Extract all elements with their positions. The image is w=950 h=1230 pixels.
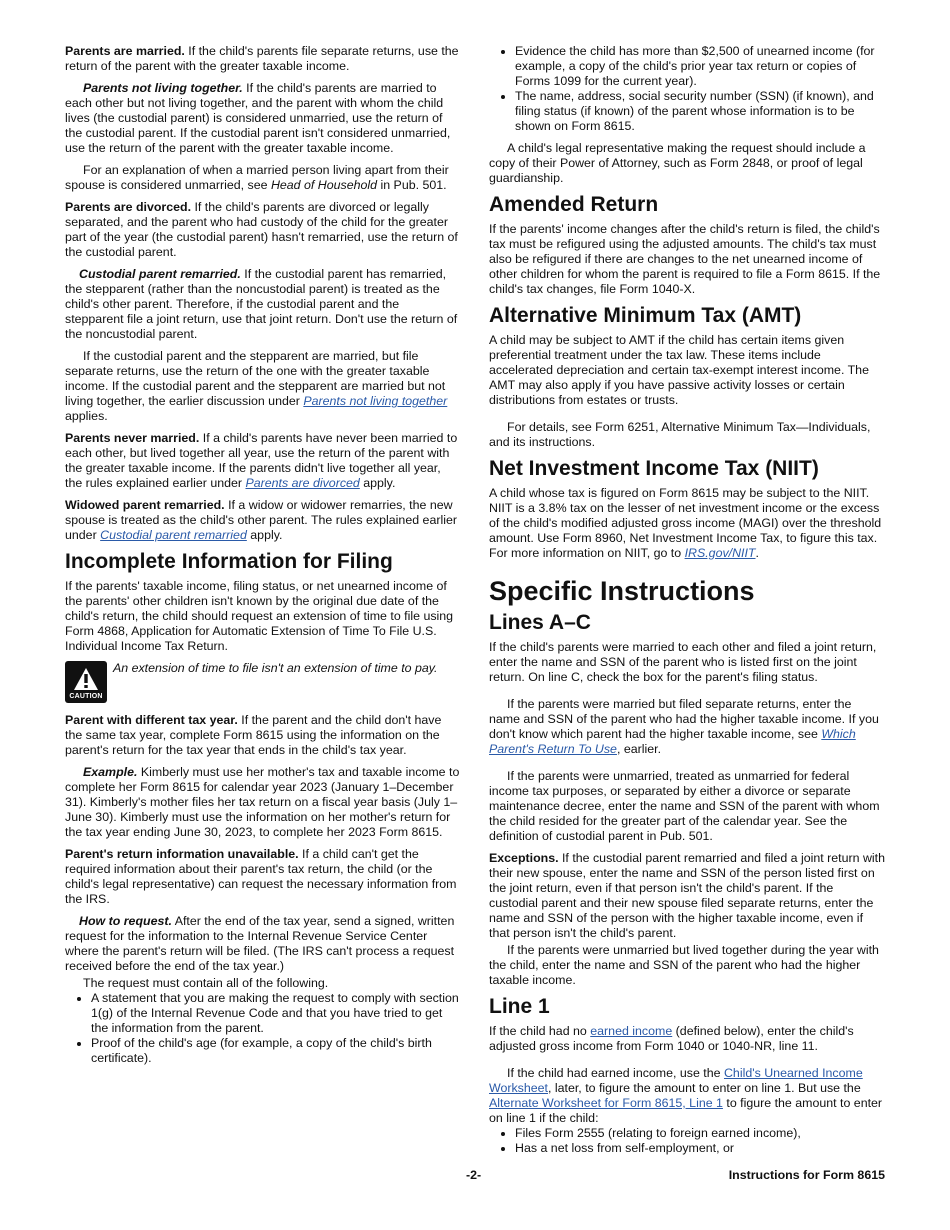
list-item: • Files Form 2555 (relating to foreign earned income), bbox=[515, 1126, 885, 1141]
heading-lines-a-c: Lines A–C bbox=[489, 611, 591, 634]
caution-label: CAUTION bbox=[69, 693, 103, 700]
caution-note bbox=[65, 661, 461, 703]
list-item: • Evidence the child has more than $2,500 of unearned income (for example, a copy of the child's prior year tax return or copies of Forms 1099 for the current year). bbox=[515, 44, 885, 89]
list-item: • The name, address, social security number (SSN) (if known), and filing status (if known) of the parent whose information is to be shown on Form 8615. bbox=[515, 89, 885, 134]
paragraph-amt-details: For details, see Form 6251, Alternative Minimum Tax—Individuals, and its instructions. bbox=[489, 420, 871, 449]
heading-amt: Alternative Minimum Tax (AMT) bbox=[489, 304, 802, 327]
paragraph-amt: A child may be subject to AMT if the child has certain items given preferential treatment under the tax law. These items include accelerated depreciation and certain tax-exempt interest income. The AMT may also apply if you have passive activity losses or certain distributions from estates or trusts. bbox=[489, 333, 869, 407]
line1-conditions-list bbox=[489, 1126, 885, 1156]
caution-text: An extension of time to file isn't an extension of time to pay. bbox=[113, 661, 438, 675]
heading-amended-return: Amended Return bbox=[489, 193, 659, 216]
paragraph-lines-ac-unmarried: If the parents were unmarried, treated as unmarried for federal income tax purposes, or separated by either a divorce or separate maintenance decree, enter the name and SSN of the parent with whom the child resided for the greater part of the calendar year. See the definition of custodial parent in Pub. 501. bbox=[489, 769, 880, 843]
paragraph-request-contents: The request must contain all of the following. bbox=[83, 976, 329, 990]
link-alternate-worksheet[interactable]: Alternate Worksheet for Form 8615, Line 1 bbox=[489, 1096, 723, 1110]
heading-incomplete-information: Incomplete Information for Filing bbox=[65, 550, 393, 573]
paragraph-different-tax-year: Parent with different tax year. If the parent and the child don't have the same tax year, complete Form 8615 using the information on the parent's return for the tax year that ends in the child's tax year. bbox=[65, 713, 442, 757]
heading-line-1: Line 1 bbox=[489, 995, 550, 1018]
list-item: • Has a net loss from self-employment, or bbox=[515, 1141, 885, 1156]
request-requirements-list bbox=[65, 991, 461, 1066]
paragraph-exceptions: Exceptions. If the custodial parent remarried and filed a joint return with their new spouse, enter the name and SSN of the person listed first on the joint return, even if that person isn't the child's parent. If the custodial parent and their new spouse filed separate returns, enter the name and SSN of the person with the higher taxable income, even if that person isn't the child's parent. bbox=[489, 851, 886, 940]
caution-icon bbox=[65, 661, 107, 703]
paragraph-line1-no-earned: If the child had no earned income (defined below), enter the child's adjusted gross income from Form 1040 or 1040-NR, line 11. bbox=[489, 1024, 854, 1053]
link-parents-not-living-together[interactable]: Parents not living together bbox=[303, 394, 448, 408]
page-number: -2- bbox=[466, 1168, 482, 1182]
paragraph-how-to-request: How to request. After the end of the tax year, send a signed, written request for the information to the Internal Revenue Service Center where the parent's return will be filed. (The IRS can't process a request received before the end of the tax year.) bbox=[65, 914, 455, 973]
link-irs-niit[interactable]: IRS.gov/NIIT bbox=[684, 546, 756, 560]
list-item: • A statement that you are making the request to comply with section 1(g) of the Internal Revenue Code and that you have tried to get the information from the parent. bbox=[91, 991, 461, 1036]
paragraph-parents-never-married: Parents never married. If a child's parents have never been married to each other, but lived together all year, use the return of the parent with the greater taxable income. If the parents didn't live together all year, the rules explained earlier under Parents are divorced apply. bbox=[65, 431, 458, 490]
warning-triangle-icon bbox=[73, 667, 99, 691]
paragraph-parents-not-living-together: Parents not living together. If the child's parents are married to each other but not living together, and the parent with whom the child lives (the custodial parent) is considered unmarried, use the return of the custodial parent. If the custodial parent isn't considered unmarried, use the return of the parent with the greater taxable income. bbox=[65, 81, 451, 155]
paragraph-amended-return: If the parents' income changes after the child's return is filed, the child's tax must be refigured using the adjusted amounts. The child's tax must also be refigured if there are changes to the net unearned income of other children for whom the parent is required to file a Form 8615. If the child's tax changes, file Form 1040-X. bbox=[489, 222, 881, 296]
link-which-parents-return[interactable]: Which Parent's Return To Use bbox=[489, 727, 856, 756]
paragraph-custodial-stepparent: If the custodial parent and the stepparent are married, but file separate returns, use the return of the one with the greater taxable income. If the custodial parent and the stepparent are married but not living together, the earlier discussion under Parents not living together applies. bbox=[65, 349, 448, 423]
list-item: • Proof of the child's age (for example, a copy of the child's birth certificate). bbox=[91, 1036, 461, 1066]
link-earned-income[interactable]: earned income bbox=[590, 1024, 673, 1038]
paragraph-parents-divorced: Parents are divorced. If the child's parents are divorced or legally separated, and the parent who had custody of the child for the greater part of the year (the custodial parent) hasn't remarried, use the return of the custodial parent. bbox=[65, 200, 458, 259]
link-custodial-parent-remarried[interactable]: Custodial parent remarried bbox=[100, 528, 247, 542]
paragraph-example: Example. Kimberly must use her mother's tax and taxable income to complete her Form 8615 for calendar year 2023 (January 1–December 31). Kimberly's mother files her tax return on a fiscal year basis (July 1–June 30). Kimberly must use the information on her mother's return for the tax year ending June 30, 2023, to complete her 2023 Form 8615. bbox=[65, 765, 460, 839]
footer-form-title: Instructions for Form 8615 bbox=[728, 1168, 885, 1182]
paragraph-legal-representative: A child's legal representative making the request should include a copy of their Power of Attorney, such as Form 2848, or proof of legal guardianship. bbox=[489, 141, 866, 185]
page-footer bbox=[65, 1168, 885, 1184]
link-childs-unearned-income-worksheet[interactable]: Child's Unearned Income Worksheet bbox=[489, 1066, 863, 1095]
link-parents-are-divorced[interactable]: Parents are divorced bbox=[245, 476, 360, 490]
paragraph-return-info-unavailable: Parent's return information unavailable. If a child can't get the required information about their parent's tax return, the child (or the child's legal representative) can request the necessary information from the IRS. bbox=[65, 847, 457, 906]
paragraph-incomplete-information: If the parents' taxable income, filing status, or net unearned income of the parents' other children isn't known by the original due date of the child's return, the child should request an extension of time to file using Form 4868, Application for Automatic Extension of Time To File U.S. Individual Income Tax Return. bbox=[65, 579, 454, 653]
heading-niit: Net Investment Income Tax (NIIT) bbox=[489, 457, 819, 480]
heading-specific-instructions: Specific Instructions bbox=[489, 576, 755, 606]
paragraph-parents-married: Parents are married. If the child's parents file separate returns, use the return of the parent with the greater taxable income. bbox=[65, 44, 459, 73]
paragraph-lines-ac-separate: If the parents were married but filed separate returns, enter the name and SSN of the parent who had the higher taxable income. If you don't know which parent had the higher taxable income, see Which Parent's Return To Use, earlier. bbox=[489, 697, 879, 756]
paragraph-widowed-parent: Widowed parent remarried. If a widow or widower remarries, the new spouse is treated as the child's other parent. The rules explained earlier under Custodial parent remarried apply. bbox=[65, 498, 457, 542]
paragraph-unmarried-explanation: For an explanation of when a married person living apart from their spouse is considered unmarried, see Head of Household in Pub. 501. bbox=[65, 163, 449, 192]
paragraph-line1-earned: If the child had earned income, use the Child's Unearned Income Worksheet, later, to figure the amount to enter on line 1. But use the Alternate Worksheet for Form 8615, Line 1 to figure the amount to enter on line 1 if the child: bbox=[489, 1066, 883, 1125]
paragraph-lines-ac-joint: If the child's parents were married to each other and filed a joint return, enter the name and SSN of the parent who is listed first on the joint return. On line C, check the box for the parent's filing status. bbox=[489, 640, 877, 684]
paragraph-unmarried-lived-together: If the parents were unmarried but lived together during the year with the child, enter the name and SSN of the parent who had the higher taxable income. bbox=[489, 943, 879, 987]
left-column bbox=[65, 44, 461, 1073]
paragraph-niit: A child whose tax is figured on Form 8615 may be subject to the NIIT. NIIT is a 3.8% tax on the lesser of net investment income or the excess of the child's modified adjusted gross income (MAGI) over the threshold amount. Use Form 8960, Net Investment Income Tax, to figure this tax. For more information on NIIT, go to IRS.gov/NIIT. bbox=[489, 486, 882, 560]
right-column bbox=[489, 44, 885, 1163]
request-requirements-list-continued bbox=[489, 44, 885, 134]
paragraph-custodial-remarried: Custodial parent remarried. If the custodial parent has remarried, the stepparent (rather than the noncustodial parent) is treated as the child's other parent. Therefore, if the custodial parent and the stepparent file a joint return, use that joint return. Don't use the return of the noncustodial parent. bbox=[65, 267, 458, 341]
